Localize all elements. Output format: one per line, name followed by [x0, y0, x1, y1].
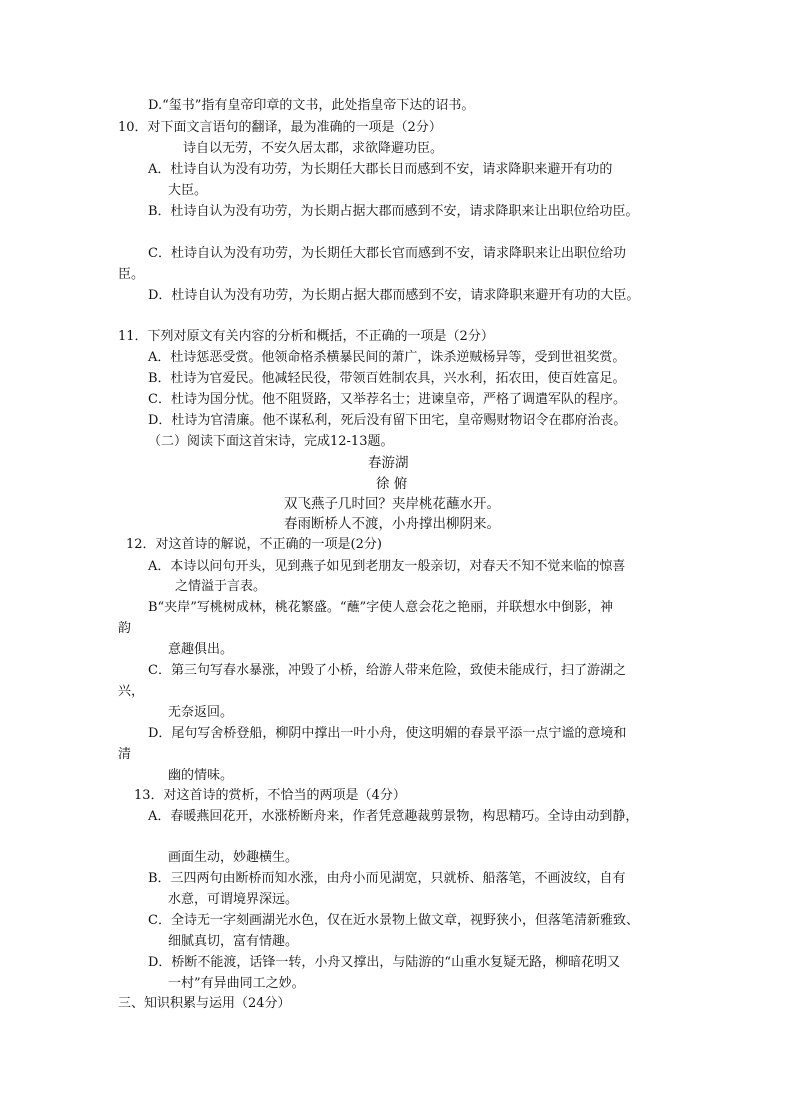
q10-option-b: B．杜诗自认为没有功劳，为长期占据大郡而感到不安，请求降职来让出职位给功臣。: [148, 204, 639, 219]
q12-option-a-cont: 之情溢于言表。: [175, 579, 267, 594]
q12-option-b-cont: 意趣俱出。: [168, 642, 234, 657]
q13-option-b-cont: 水意，可谓境界深远。: [168, 892, 299, 907]
q12-option-c: C．第三句写春水暴涨，冲毁了小桥，给游人带来危险，致使未能成行，扫了游湖之: [148, 663, 626, 678]
q13-option-a-cont: 画面生动，妙趣横生。: [168, 850, 299, 865]
q13-option-c-cont: 细腻真切，富有情趣。: [168, 934, 299, 949]
q12-option-b-wrap: 韵: [118, 621, 132, 636]
poem-title: 春游湖: [368, 455, 409, 471]
q11-option-d: D．杜诗为官清廉。他不谋私利，死后没有留下田宅，皇帝赐财物诏令在郡府治丧。: [148, 413, 627, 428]
q13-option-d-cont: 一村”有异曲同工之妙。: [168, 976, 305, 991]
q12-option-d-wrap: 清: [118, 747, 132, 762]
q12-option-c-wrap: 兴，: [118, 684, 145, 699]
q12-option-a: A．本诗以问句开头，见到燕子如见到老朋友一般亲切，对春天不知不觉来临的惊喜: [148, 559, 626, 574]
q10-option-c: C．杜诗自认为没有功劳，为长期任大郡长官而感到不安，请求降职来让出职位给功: [148, 246, 626, 261]
q10-stem: 10．对下面文言语句的翻译，最为准确的一项是（2分）: [118, 120, 442, 135]
q13-stem: 13．对这首诗的赏析，不恰当的两项是（4分）: [134, 788, 406, 803]
q13-option-c: C．全诗无一字刻画湖光水色，仅在近水景物上做文章，视野狭小，但落笔清新雅致、: [148, 913, 639, 928]
q10-option-a: A．杜诗自认为没有功劳，为长期任大郡长日而感到不安，请求降职来避开有功的: [148, 162, 613, 177]
q13-option-d: D．桥断不能渡，话锋一转，小舟又撑出，与陆游的“山重水复疑无路，柳暗花明又: [148, 955, 621, 970]
q11-option-b: B．杜诗为官爱民。他减轻民役，带领百姓制农具，兴水利，拓农田，使百姓富足。: [148, 371, 626, 386]
q13-option-b: B．三四两句由断桥而知水涨，由舟小而见湖宽，只就桥、船落笔，不画波纹，自有: [148, 871, 626, 886]
q12-option-c-cont: 无奈返回。: [168, 705, 234, 720]
q9-option-d: D.“玺书”指有皇帝印章的文书，此处指皇帝下达的诏书。: [148, 98, 475, 113]
poem-line-1: 双飞燕子几时回？夹岸桃花蘸水开。: [284, 496, 500, 512]
q10-option-c-cont: 臣。: [118, 267, 145, 282]
q12-option-d-cont: 幽的情味。: [168, 768, 234, 783]
section3-heading: 三、知识积累与运用（24分）: [118, 996, 291, 1011]
poem-line-2: 春雨断桥人不渡，小舟撑出柳阴来。: [284, 516, 500, 532]
poem-author: 徐 俯: [376, 476, 408, 492]
q10-option-d: D．杜诗自认为没有功劳，为长期占据大郡而感到不安，请求降职来避开有功的大臣。: [148, 288, 640, 303]
q10-option-a-cont: 大臣。: [168, 183, 208, 198]
q12-stem: 12．对这首诗的解说，不正确的一项是(2分): [126, 537, 382, 552]
q11-stem: 11．下列对原文有关内容的分析和概括，不正确的一项是（2分）: [118, 329, 494, 344]
section2-intro: （二）阅读下面这首宋诗，完成12-13题。: [148, 434, 394, 449]
q11-option-a: A．杜诗惩恶受赏。他领命格杀横暴民间的萧广，诛杀逆贼杨异等，受到世祖奖赏。: [148, 350, 626, 365]
q12-option-d: D．尾句写舍桥登船，柳阴中撑出一叶小舟，使这明媚的春景平添一点宁谧的意境和: [148, 726, 627, 741]
q13-option-a: A．春暖燕回花开，水涨桥断舟来，作者凭意趣裁剪景物，构思精巧。全诗由动到静，: [148, 809, 639, 824]
q12-option-b: B“夹岸”写桃树成林，桃花繁盛。“蘸”字使人意会花之艳丽，并联想水中倒影，神: [148, 600, 614, 615]
q10-sentence: 诗自以无劳，不安久居太郡，求欲降避功臣。: [183, 141, 444, 156]
q11-option-c: C．杜诗为国分忧。他不阻贤路，又举荐名士；进谏皇帝，严格了调遣军队的程序。: [148, 392, 626, 407]
